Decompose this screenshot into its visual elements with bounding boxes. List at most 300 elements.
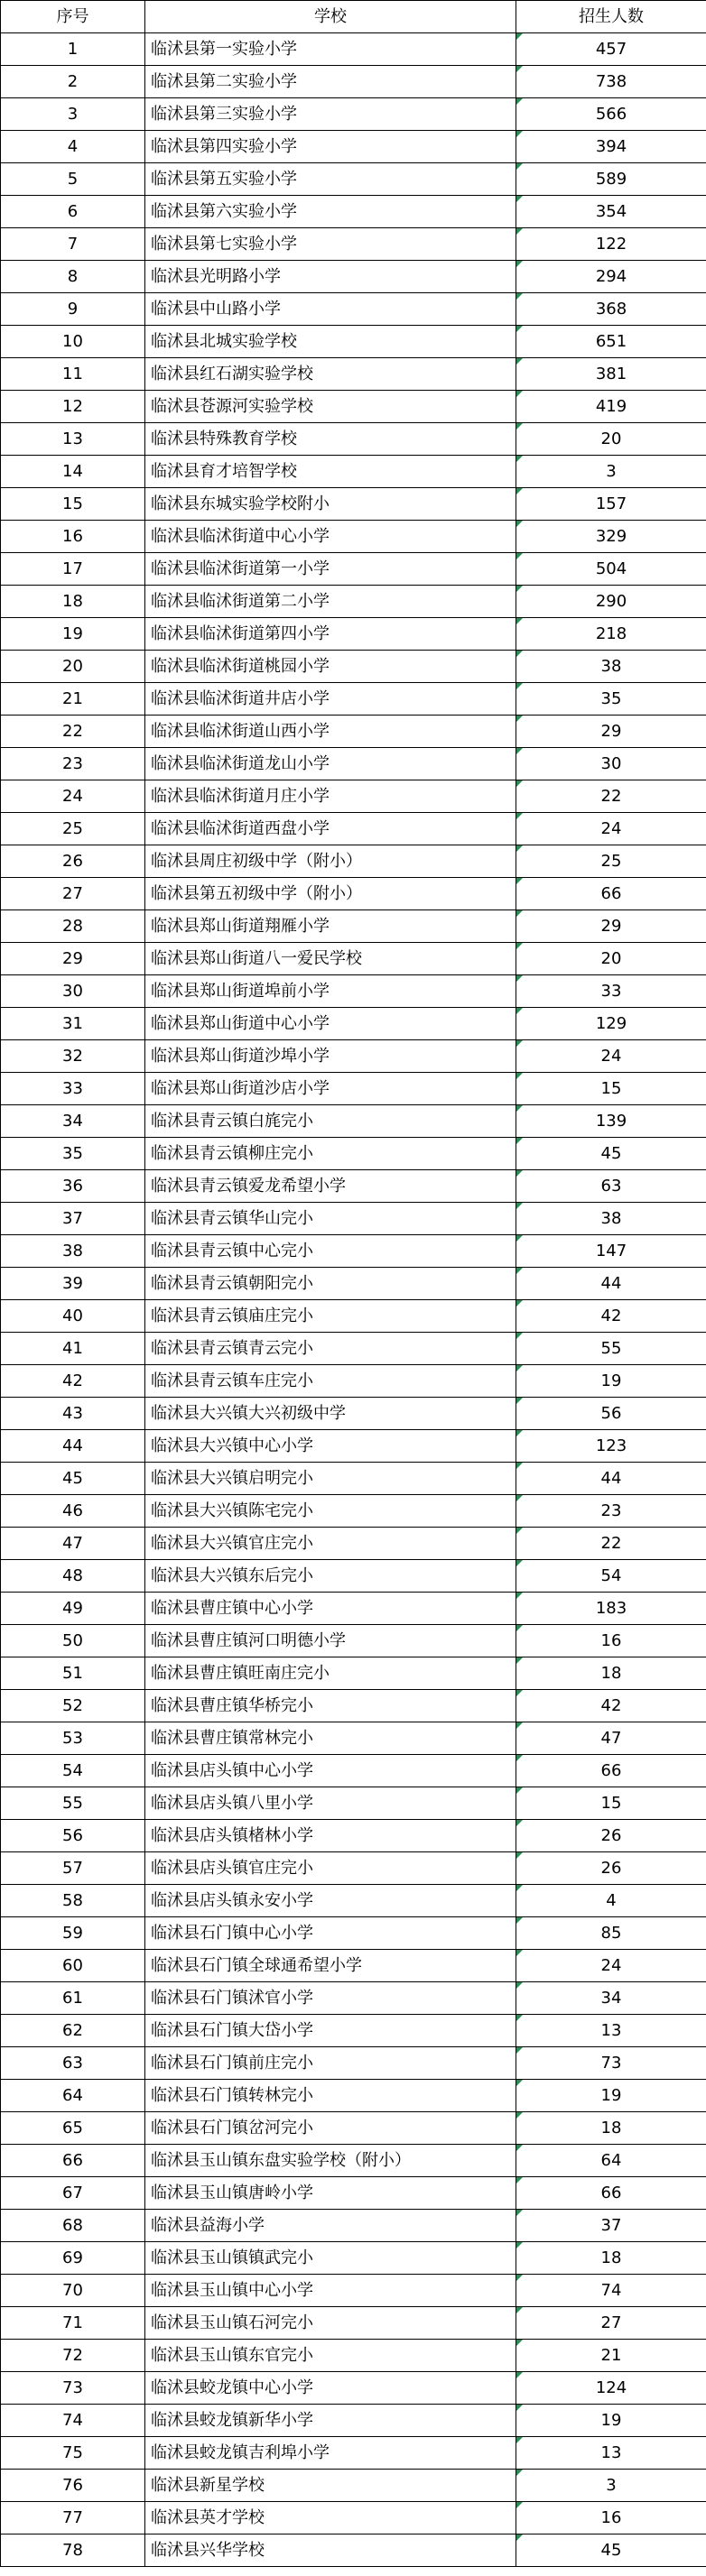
- row-school-cell: 临沭县曹庄镇常林完小: [145, 1722, 516, 1755]
- row-count-cell: 29: [516, 716, 706, 748]
- row-index-cell: 76: [1, 2470, 145, 2502]
- row-school-cell: 临沭县中山路小学: [145, 293, 516, 326]
- row-school-cell: 临沭县玉山镇唐岭小学: [145, 2177, 516, 2210]
- table-row: [1, 2470, 706, 2502]
- row-index-cell: 23: [1, 748, 145, 780]
- row-index-cell: 41: [1, 1333, 145, 1365]
- row-index-cell: 71: [1, 2307, 145, 2340]
- row-school-cell: 临沭县青云镇庙庄完小: [145, 1300, 516, 1333]
- row-school-cell: 临沭县石门镇全球通希望小学: [145, 1950, 516, 1982]
- table-row: [1, 1787, 706, 1820]
- row-count-cell: 27: [516, 2307, 706, 2340]
- row-school-cell: 临沭县青云镇车庄完小: [145, 1365, 516, 1398]
- table-row: [1, 1105, 706, 1138]
- row-school-cell: 临沭县青云镇爱龙希望小学: [145, 1170, 516, 1203]
- row-count-cell: 15: [516, 1787, 706, 1820]
- table-row: [1, 2405, 706, 2437]
- row-index-cell: 24: [1, 780, 145, 813]
- row-index-cell: 18: [1, 586, 145, 618]
- row-school-cell: 临沭县青云镇朝阳完小: [145, 1268, 516, 1300]
- row-count-cell: 123: [516, 1430, 706, 1463]
- row-count-cell: 66: [516, 1755, 706, 1787]
- row-index-cell: 8: [1, 261, 145, 293]
- row-index-cell: 47: [1, 1528, 145, 1560]
- table-row: [1, 1885, 706, 1917]
- row-school-cell: 临沭县玉山镇中心小学: [145, 2275, 516, 2307]
- row-count-cell: 73: [516, 2047, 706, 2080]
- header-school: 学校: [145, 1, 516, 33]
- table-row: [1, 878, 706, 910]
- row-index-cell: 65: [1, 2112, 145, 2145]
- row-school-cell: 临沭县临沭街道中心小学: [145, 521, 516, 553]
- row-index-cell: 64: [1, 2080, 145, 2112]
- row-index-cell: 77: [1, 2502, 145, 2534]
- row-count-cell: 38: [516, 651, 706, 683]
- row-school-cell: 临沭县店头镇中心小学: [145, 1755, 516, 1787]
- row-index-cell: 55: [1, 1787, 145, 1820]
- row-count-cell: 139: [516, 1105, 706, 1138]
- table-row: [1, 813, 706, 845]
- row-count-cell: 66: [516, 878, 706, 910]
- table-row: [1, 553, 706, 586]
- row-count-cell: 122: [516, 228, 706, 261]
- table-row: [1, 845, 706, 878]
- row-index-cell: 11: [1, 358, 145, 391]
- row-index-cell: 45: [1, 1463, 145, 1495]
- table-row: [1, 2145, 706, 2177]
- row-index-cell: 43: [1, 1398, 145, 1430]
- row-index-cell: 44: [1, 1430, 145, 1463]
- table-row: [1, 910, 706, 943]
- row-index-cell: 22: [1, 716, 145, 748]
- row-index-cell: 59: [1, 1917, 145, 1950]
- row-school-cell: 临沭县蛟龙镇吉利埠小学: [145, 2437, 516, 2470]
- row-count-cell: 589: [516, 163, 706, 196]
- row-count-cell: 44: [516, 1268, 706, 1300]
- row-count-cell: 394: [516, 131, 706, 163]
- row-index-cell: 19: [1, 618, 145, 651]
- row-count-cell: 19: [516, 2080, 706, 2112]
- row-count-cell: 19: [516, 2405, 706, 2437]
- row-index-cell: 39: [1, 1268, 145, 1300]
- row-count-cell: 66: [516, 2177, 706, 2210]
- table-row: [1, 1593, 706, 1625]
- table-row: [1, 2502, 706, 2534]
- row-count-cell: 13: [516, 2015, 706, 2047]
- row-school-cell: 临沭县大兴镇中心小学: [145, 1430, 516, 1463]
- row-school-cell: 临沭县大兴镇官庄完小: [145, 1528, 516, 1560]
- row-count-cell: 26: [516, 1852, 706, 1885]
- row-index-cell: 61: [1, 1982, 145, 2015]
- row-count-cell: 23: [516, 1495, 706, 1528]
- row-school-cell: 临沭县大兴镇启明完小: [145, 1463, 516, 1495]
- row-count-cell: 183: [516, 1593, 706, 1625]
- row-school-cell: 临沭县石门镇中心小学: [145, 1917, 516, 1950]
- row-index-cell: 25: [1, 813, 145, 845]
- table-row: [1, 1950, 706, 1982]
- row-index-cell: 46: [1, 1495, 145, 1528]
- row-school-cell: 临沭县益海小学: [145, 2210, 516, 2242]
- row-index-cell: 34: [1, 1105, 145, 1138]
- table-row: [1, 1430, 706, 1463]
- table-row: [1, 586, 706, 618]
- row-school-cell: 临沭县临沭街道月庄小学: [145, 780, 516, 813]
- table-row: [1, 683, 706, 716]
- table-row: [1, 1528, 706, 1560]
- row-school-cell: 临沭县店头镇官庄完小: [145, 1852, 516, 1885]
- row-index-cell: 42: [1, 1365, 145, 1398]
- row-count-cell: 24: [516, 1040, 706, 1073]
- row-index-cell: 31: [1, 1008, 145, 1040]
- row-index-cell: 9: [1, 293, 145, 326]
- row-count-cell: 18: [516, 1657, 706, 1690]
- row-school-cell: 临沭县曹庄镇旺南庄完小: [145, 1657, 516, 1690]
- table-row: [1, 391, 706, 423]
- row-count-cell: 64: [516, 2145, 706, 2177]
- row-count-cell: 45: [516, 2534, 706, 2567]
- row-school-cell: 临沭县北城实验学校: [145, 326, 516, 358]
- row-school-cell: 临沭县新星学校: [145, 2470, 516, 2502]
- table-body: [1, 33, 706, 2567]
- row-index-cell: 33: [1, 1073, 145, 1105]
- row-index-cell: 16: [1, 521, 145, 553]
- table-row: [1, 748, 706, 780]
- row-index-cell: 62: [1, 2015, 145, 2047]
- row-school-cell: 临沭县大兴镇大兴初级中学: [145, 1398, 516, 1430]
- row-count-cell: 38: [516, 1203, 706, 1235]
- row-index-cell: 3: [1, 98, 145, 131]
- row-count-cell: 45: [516, 1138, 706, 1170]
- table-row: [1, 1560, 706, 1593]
- row-count-cell: 44: [516, 1463, 706, 1495]
- row-count-cell: 42: [516, 1690, 706, 1722]
- row-index-cell: 73: [1, 2372, 145, 2405]
- row-index-cell: 58: [1, 1885, 145, 1917]
- row-school-cell: 临沭县特殊教育学校: [145, 423, 516, 456]
- row-index-cell: 48: [1, 1560, 145, 1593]
- row-school-cell: 临沭县玉山镇石河完小: [145, 2307, 516, 2340]
- row-index-cell: 53: [1, 1722, 145, 1755]
- row-count-cell: 457: [516, 33, 706, 66]
- row-count-cell: 25: [516, 845, 706, 878]
- table-row: [1, 66, 706, 98]
- row-index-cell: 26: [1, 845, 145, 878]
- row-school-cell: 临沭县青云镇中心完小: [145, 1235, 516, 1268]
- table-row: [1, 261, 706, 293]
- table-row: [1, 98, 706, 131]
- row-index-cell: 63: [1, 2047, 145, 2080]
- row-index-cell: 69: [1, 2242, 145, 2275]
- table-row: [1, 1625, 706, 1657]
- table-row: [1, 1495, 706, 1528]
- table-row: [1, 2112, 706, 2145]
- table-row: [1, 1008, 706, 1040]
- row-index-cell: 40: [1, 1300, 145, 1333]
- row-school-cell: 临沭县临沭街道山西小学: [145, 716, 516, 748]
- table-row: [1, 1398, 706, 1430]
- row-school-cell: 临沭县临沭街道西盘小学: [145, 813, 516, 845]
- table-row: [1, 521, 706, 553]
- row-index-cell: 35: [1, 1138, 145, 1170]
- row-school-cell: 临沭县苍源河实验学校: [145, 391, 516, 423]
- row-index-cell: 51: [1, 1657, 145, 1690]
- row-school-cell: 临沭县第七实验小学: [145, 228, 516, 261]
- table-row: [1, 1073, 706, 1105]
- table-row: [1, 975, 706, 1008]
- row-index-cell: 32: [1, 1040, 145, 1073]
- row-count-cell: 42: [516, 1300, 706, 1333]
- row-school-cell: 临沭县店头镇永安小学: [145, 1885, 516, 1917]
- row-index-cell: 7: [1, 228, 145, 261]
- table-row: [1, 33, 706, 66]
- row-count-cell: 24: [516, 1950, 706, 1982]
- row-index-cell: 28: [1, 910, 145, 943]
- row-school-cell: 临沭县郑山街道中心小学: [145, 1008, 516, 1040]
- row-school-cell: 临沭县第六实验小学: [145, 196, 516, 228]
- table-row: [1, 2210, 706, 2242]
- row-index-cell: 38: [1, 1235, 145, 1268]
- header-index: 序号: [1, 1, 145, 33]
- table-row: [1, 1170, 706, 1203]
- table-row: [1, 2080, 706, 2112]
- row-school-cell: 临沭县郑山街道八一爱民学校: [145, 943, 516, 975]
- row-index-cell: 14: [1, 456, 145, 488]
- row-school-cell: 临沭县第二实验小学: [145, 66, 516, 98]
- row-school-cell: 临沭县临沭街道第二小学: [145, 586, 516, 618]
- row-school-cell: 临沭县大兴镇陈宅完小: [145, 1495, 516, 1528]
- row-index-cell: 66: [1, 2145, 145, 2177]
- row-index-cell: 17: [1, 553, 145, 586]
- row-count-cell: 381: [516, 358, 706, 391]
- row-school-cell: 临沭县石门镇大岱小学: [145, 2015, 516, 2047]
- row-school-cell: 临沭县石门镇岔河完小: [145, 2112, 516, 2145]
- table-row: [1, 651, 706, 683]
- row-school-cell: 临沭县周庄初级中学（附小）: [145, 845, 516, 878]
- row-school-cell: 临沭县临沭街道第一小学: [145, 553, 516, 586]
- row-count-cell: 147: [516, 1235, 706, 1268]
- table-row: [1, 1235, 706, 1268]
- table-row: [1, 293, 706, 326]
- table-row: [1, 1820, 706, 1852]
- row-count-cell: 15: [516, 1073, 706, 1105]
- row-count-cell: 368: [516, 293, 706, 326]
- row-count-cell: 74: [516, 2275, 706, 2307]
- header-row: [1, 1, 706, 33]
- row-count-cell: 29: [516, 910, 706, 943]
- row-count-cell: 20: [516, 943, 706, 975]
- row-count-cell: 30: [516, 748, 706, 780]
- table-row: [1, 780, 706, 813]
- row-index-cell: 5: [1, 163, 145, 196]
- row-index-cell: 30: [1, 975, 145, 1008]
- row-school-cell: 临沭县蛟龙镇新华小学: [145, 2405, 516, 2437]
- row-school-cell: 临沭县青云镇青云完小: [145, 1333, 516, 1365]
- row-count-cell: 56: [516, 1398, 706, 1430]
- row-index-cell: 75: [1, 2437, 145, 2470]
- row-school-cell: 临沭县石门镇前庄完小: [145, 2047, 516, 2080]
- row-count-cell: 354: [516, 196, 706, 228]
- row-index-cell: 74: [1, 2405, 145, 2437]
- row-index-cell: 13: [1, 423, 145, 456]
- table-row: [1, 1365, 706, 1398]
- table-row: [1, 2534, 706, 2567]
- row-school-cell: 临沭县郑山街道沙店小学: [145, 1073, 516, 1105]
- table-row: [1, 1982, 706, 2015]
- table-header: [1, 1, 706, 33]
- row-count-cell: 290: [516, 586, 706, 618]
- row-count-cell: 16: [516, 1625, 706, 1657]
- table-row: [1, 358, 706, 391]
- row-count-cell: 19: [516, 1365, 706, 1398]
- row-school-cell: 临沭县第三实验小学: [145, 98, 516, 131]
- row-school-cell: 临沭县青云镇华山完小: [145, 1203, 516, 1235]
- row-count-cell: 129: [516, 1008, 706, 1040]
- row-index-cell: 54: [1, 1755, 145, 1787]
- row-count-cell: 157: [516, 488, 706, 521]
- row-count-cell: 13: [516, 2437, 706, 2470]
- table-row: [1, 1852, 706, 1885]
- row-count-cell: 16: [516, 2502, 706, 2534]
- row-count-cell: 738: [516, 66, 706, 98]
- row-index-cell: 6: [1, 196, 145, 228]
- row-count-cell: 26: [516, 1820, 706, 1852]
- table-row: [1, 1138, 706, 1170]
- table-row: [1, 943, 706, 975]
- table-row: [1, 2275, 706, 2307]
- row-count-cell: 18: [516, 2242, 706, 2275]
- row-index-cell: 15: [1, 488, 145, 521]
- row-count-cell: 47: [516, 1722, 706, 1755]
- row-school-cell: 临沭县蛟龙镇中心小学: [145, 2372, 516, 2405]
- row-school-cell: 临沭县玉山镇镇武完小: [145, 2242, 516, 2275]
- row-index-cell: 52: [1, 1690, 145, 1722]
- row-count-cell: 651: [516, 326, 706, 358]
- row-count-cell: 329: [516, 521, 706, 553]
- row-index-cell: 10: [1, 326, 145, 358]
- table-row: [1, 1203, 706, 1235]
- row-count-cell: 34: [516, 1982, 706, 2015]
- row-school-cell: 临沭县育才培智学校: [145, 456, 516, 488]
- row-school-cell: 临沭县第五实验小学: [145, 163, 516, 196]
- table-row: [1, 1333, 706, 1365]
- row-count-cell: 18: [516, 2112, 706, 2145]
- row-index-cell: 36: [1, 1170, 145, 1203]
- row-school-cell: 临沭县店头镇八里小学: [145, 1787, 516, 1820]
- table-row: [1, 1040, 706, 1073]
- row-school-cell: 临沭县石门镇沭官小学: [145, 1982, 516, 2015]
- row-school-cell: 临沭县石门镇转林完小: [145, 2080, 516, 2112]
- row-count-cell: 22: [516, 1528, 706, 1560]
- table-row: [1, 2015, 706, 2047]
- row-index-cell: 70: [1, 2275, 145, 2307]
- row-index-cell: 68: [1, 2210, 145, 2242]
- row-count-cell: 22: [516, 780, 706, 813]
- table-row: [1, 1300, 706, 1333]
- row-index-cell: 29: [1, 943, 145, 975]
- row-school-cell: 临沭县临沭街道井店小学: [145, 683, 516, 716]
- table-row: [1, 618, 706, 651]
- row-school-cell: 临沭县第五初级中学（附小）: [145, 878, 516, 910]
- row-index-cell: 21: [1, 683, 145, 716]
- row-count-cell: 35: [516, 683, 706, 716]
- row-index-cell: 78: [1, 2534, 145, 2567]
- table-row: [1, 2437, 706, 2470]
- table-row: [1, 131, 706, 163]
- row-school-cell: 临沭县第四实验小学: [145, 131, 516, 163]
- table-row: [1, 1690, 706, 1722]
- row-count-cell: 85: [516, 1917, 706, 1950]
- row-index-cell: 56: [1, 1820, 145, 1852]
- row-count-cell: 33: [516, 975, 706, 1008]
- row-school-cell: 临沭县店头镇楮林小学: [145, 1820, 516, 1852]
- row-index-cell: 60: [1, 1950, 145, 1982]
- table-row: [1, 2372, 706, 2405]
- row-count-cell: 566: [516, 98, 706, 131]
- row-school-cell: 临沭县兴华学校: [145, 2534, 516, 2567]
- row-count-cell: 24: [516, 813, 706, 845]
- row-index-cell: 72: [1, 2340, 145, 2372]
- table-row: [1, 1657, 706, 1690]
- table-row: [1, 1722, 706, 1755]
- table-row: [1, 2307, 706, 2340]
- row-school-cell: 临沭县东城实验学校附小: [145, 488, 516, 521]
- row-school-cell: 临沭县曹庄镇华桥完小: [145, 1690, 516, 1722]
- row-count-cell: 54: [516, 1560, 706, 1593]
- row-school-cell: 临沭县英才学校: [145, 2502, 516, 2534]
- row-index-cell: 67: [1, 2177, 145, 2210]
- header-count: 招生人数: [516, 1, 706, 33]
- row-index-cell: 37: [1, 1203, 145, 1235]
- row-school-cell: 临沭县曹庄镇河口明德小学: [145, 1625, 516, 1657]
- row-index-cell: 20: [1, 651, 145, 683]
- row-count-cell: 124: [516, 2372, 706, 2405]
- row-count-cell: 3: [516, 2470, 706, 2502]
- table-row: [1, 2340, 706, 2372]
- row-school-cell: 临沭县郑山街道埠前小学: [145, 975, 516, 1008]
- row-count-cell: 20: [516, 423, 706, 456]
- table-row: [1, 1917, 706, 1950]
- row-count-cell: 63: [516, 1170, 706, 1203]
- row-count-cell: 218: [516, 618, 706, 651]
- row-count-cell: 294: [516, 261, 706, 293]
- table-row: [1, 423, 706, 456]
- row-index-cell: 27: [1, 878, 145, 910]
- row-school-cell: 临沭县大兴镇东后完小: [145, 1560, 516, 1593]
- row-index-cell: 4: [1, 131, 145, 163]
- row-count-cell: 37: [516, 2210, 706, 2242]
- table-row: [1, 1463, 706, 1495]
- row-school-cell: 临沭县临沭街道第四小学: [145, 618, 516, 651]
- table-row: [1, 488, 706, 521]
- row-count-cell: 3: [516, 456, 706, 488]
- row-school-cell: 临沭县青云镇白旄完小: [145, 1105, 516, 1138]
- row-index-cell: 49: [1, 1593, 145, 1625]
- row-count-cell: 4: [516, 1885, 706, 1917]
- row-school-cell: 临沭县临沭街道龙山小学: [145, 748, 516, 780]
- row-school-cell: 临沭县郑山街道沙埠小学: [145, 1040, 516, 1073]
- row-school-cell: 临沭县玉山镇东盘实验学校（附小）: [145, 2145, 516, 2177]
- table-row: [1, 716, 706, 748]
- table-row: [1, 326, 706, 358]
- row-school-cell: 临沭县曹庄镇中心小学: [145, 1593, 516, 1625]
- table-row: [1, 163, 706, 196]
- row-index-cell: 12: [1, 391, 145, 423]
- row-index-cell: 50: [1, 1625, 145, 1657]
- table-row: [1, 2047, 706, 2080]
- row-school-cell: 临沭县第一实验小学: [145, 33, 516, 66]
- row-school-cell: 临沭县光明路小学: [145, 261, 516, 293]
- row-school-cell: 临沭县红石湖实验学校: [145, 358, 516, 391]
